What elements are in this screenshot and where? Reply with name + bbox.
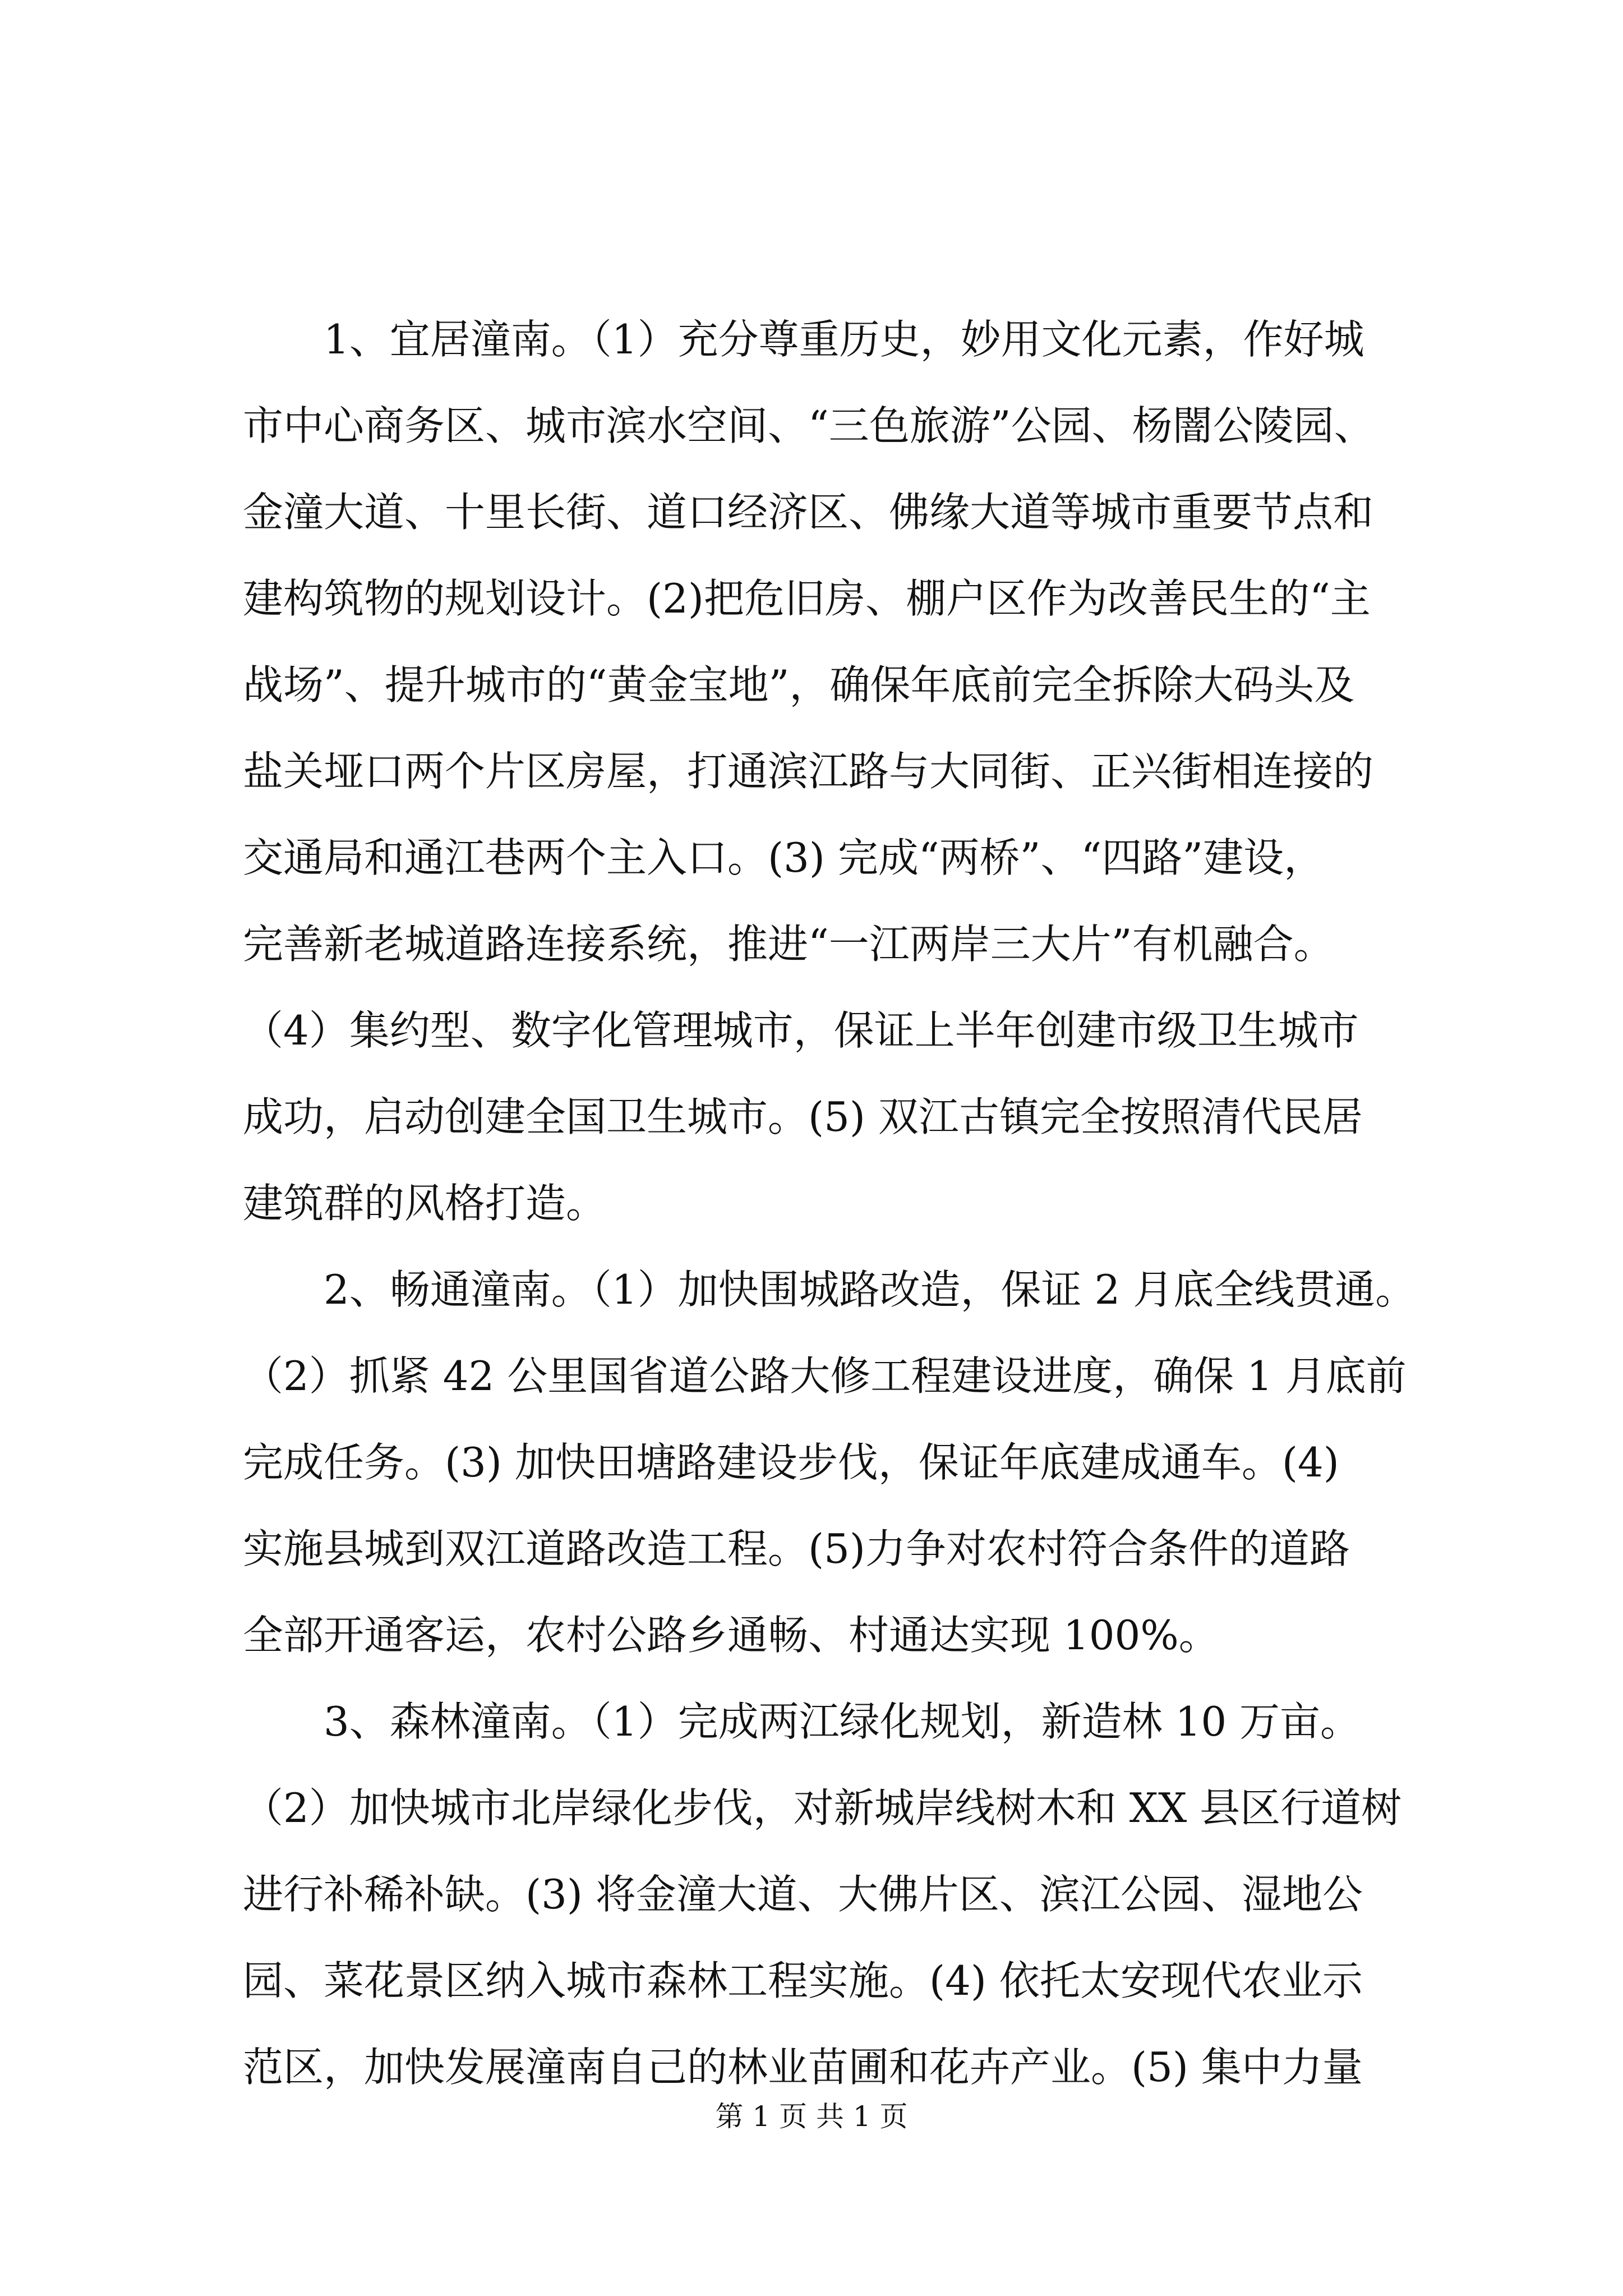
- paragraph-3-line-3: 进行补稀补缺。(3) 将金潼大道、大佛片区、滨江公园、湿地公: [243, 1871, 1363, 1918]
- paragraph-1-line-3: 金潼大道、十里长街、道口经济区、佛缘大道等城市重要节点和: [243, 489, 1374, 536]
- paragraph-1-line-9: （4）集约型、数字化管理城市，保证上半年创建市级卫生城市: [243, 1007, 1359, 1054]
- paragraph-2-line-3: 完成任务。(3) 加快田塘路建设步伐，保证年底建成通车。(4): [243, 1439, 1339, 1486]
- paragraph-2-line-1: 2、畅通潼南。（1）加快围城路改造，保证 2 月底全线贯通。: [324, 1266, 1416, 1313]
- paragraph-2-line-5: 全部开通客运，农村公路乡通畅、村通达实现 100%。: [243, 1612, 1219, 1659]
- paragraph-1-line-8: 完善新老城道路连接系统，推进“一江两岸三大片”有机融合。: [243, 921, 1334, 968]
- paragraph-1-line-1: 1、宜居潼南。（1）充分尊重历史，妙用文化元素，作好城: [324, 316, 1364, 363]
- paragraph-2-line-4: 实施县城到双江道路改造工程。(5)力争对农村符合条件的道路: [243, 1525, 1350, 1572]
- paragraph-1-line-11: 建筑群的风格打造。: [243, 1180, 607, 1227]
- paragraph-3-line-5: 范区，加快发展潼南自己的林业苗圃和花卉产业。(5) 集中力量: [243, 2044, 1363, 2091]
- paragraph-1-line-2: 市中心商务区、城市滨水空间、“三色旅游”公园、杨闇公陵园、: [243, 402, 1375, 449]
- paragraph-1-line-7: 交通局和通江巷两个主入口。(3) 完成“两桥”、“四路”建设，: [243, 834, 1325, 881]
- paragraph-1-line-4: 建构筑物的规划设计。(2)把危旧房、棚户区作为改善民生的“主: [243, 575, 1371, 622]
- document-body: [243, 296, 1425, 2110]
- paragraph-1-line-5: 战场”、提升城市的“黄金宝地”，确保年底前完全拆除大码头及: [243, 661, 1355, 708]
- paragraph-3-line-4: 园、菜花景区纳入城市森林工程实施。(4) 依托太安现代农业示: [243, 1957, 1363, 2004]
- page-number-footer: 第 1 页 共 1 页: [715, 2100, 908, 2133]
- paragraph-3-line-1: 3、森林潼南。（1）完成两江绿化规划，新造林 10 万亩。: [324, 1698, 1361, 1745]
- paragraph-1-line-6: 盐关垭口两个片区房屋，打通滨江路与大同街、正兴街相连接的: [243, 748, 1374, 795]
- paragraph-3-line-2: （2）加快城市北岸绿化步伐，对新城岸线树木和 XX 县区行道树: [243, 1784, 1402, 1832]
- paragraph-1-line-10: 成功，启动创建全国卫生城市。(5) 双江古镇完全按照清代民居: [243, 1093, 1363, 1140]
- paragraph-2-line-2: （2）抓紧 42 公里国省道公路大修工程建设进度，确保 1 月底前: [243, 1352, 1407, 1400]
